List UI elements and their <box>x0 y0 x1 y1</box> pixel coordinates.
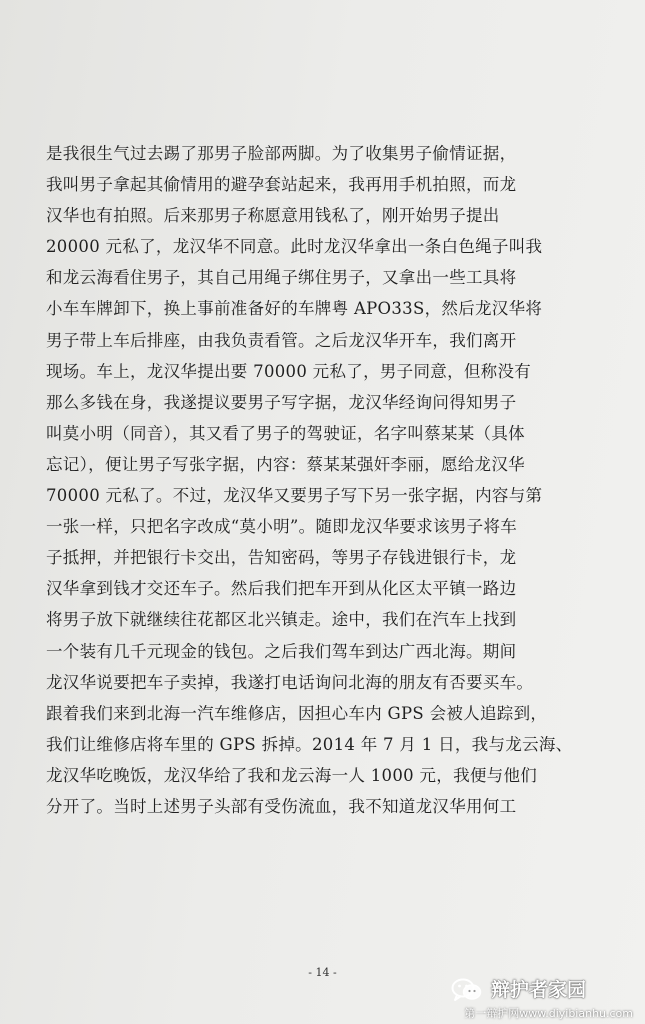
text-line: 70000 元私了。不过，龙汉华又要男子写下另一张字据，内容与第 <box>46 486 543 506</box>
text-line: 龙汉华吃晚饭，龙汉华给了我和龙云海一人 1000 元，我便与他们 <box>46 765 538 785</box>
watermark-subtitle: 第一辩护网www.diyibianhu.com <box>464 1007 633 1020</box>
text-line: 一个装有几千元现金的钱包。之后我们驾车到达广西北海。期间 <box>46 641 517 661</box>
text-line: 跟着我们来到北海一汽车维修店，因担心车内 GPS 会被人追踪到， <box>46 703 548 723</box>
text-line: 子抵押，并把银行卡交出，告知密码，等男子存钱进银行卡，龙 <box>46 548 517 568</box>
text-line: 20000 元私了，龙汉华不同意。此时龙汉华拿出一条白色绳子叫我 <box>46 237 543 257</box>
wechat-icon <box>451 977 483 1003</box>
watermark-title: 辩护者家园 <box>491 979 587 1001</box>
text-line: 现场。车上，龙汉华提出要 70000 元私了，男子同意，但称没有 <box>46 361 532 381</box>
text-line: 汉华拿到钱才交还车子。然后我们把车开到从化区太平镇一路边 <box>46 579 517 599</box>
watermark <box>403 975 633 1019</box>
text-line: 我们让维修店将车里的 GPS 拆掉。2014 年 7 月 1 日，我与龙云海、 <box>46 734 573 754</box>
text-line: 龙汉华说要把车子卖掉，我遂打电话询问北海的朋友有否要买车。 <box>46 672 534 692</box>
text-line: 汉华也有拍照。后来那男子称愿意用钱私了，刚开始男子提出 <box>46 206 500 226</box>
text-line: 叫莫小明（同音），其又看了男子的驾驶证，名字叫蔡某某（具体 <box>46 423 525 443</box>
text-line: 和龙云海看住男子，其自己用绳子绑住男子，又拿出一些工具将 <box>46 268 517 288</box>
text-line: 分开了。当时上述男子头部有受伤流血，我不知道龙汉华用何工 <box>46 796 517 816</box>
text-line: 男子带上车后排座，由我负责看管。之后龙汉华开车，我们离开 <box>46 330 517 350</box>
text-line: 将男子放下就继续往花都区北兴镇走。途中，我们在汽车上找到 <box>46 610 517 630</box>
page-number: - 14 - <box>308 966 337 979</box>
text-line: 是我很生气过去踢了那男子脸部两脚。为了收集男子偷情证据， <box>46 144 517 163</box>
text-line: 一张一样，只把名字改成“莫小明”。随即龙汉华要求该男子将车 <box>46 517 518 537</box>
body-text <box>46 138 608 822</box>
text-line: 那么多钱在身，我遂提议要男子写字据，龙汉华经询问得知男子 <box>46 392 517 412</box>
text-line: 我叫男子拿起其偷情用的避孕套站起来，我再用手机拍照，而龙 <box>46 175 517 195</box>
text-line: 忘记），便让男子写张字据，内容：蔡某某强奸李丽，愿给龙汉华 <box>46 454 525 474</box>
text-line: 小车车牌卸下，换上事前准备好的车牌粤 APO33S，然后龙汉华将 <box>46 299 543 319</box>
